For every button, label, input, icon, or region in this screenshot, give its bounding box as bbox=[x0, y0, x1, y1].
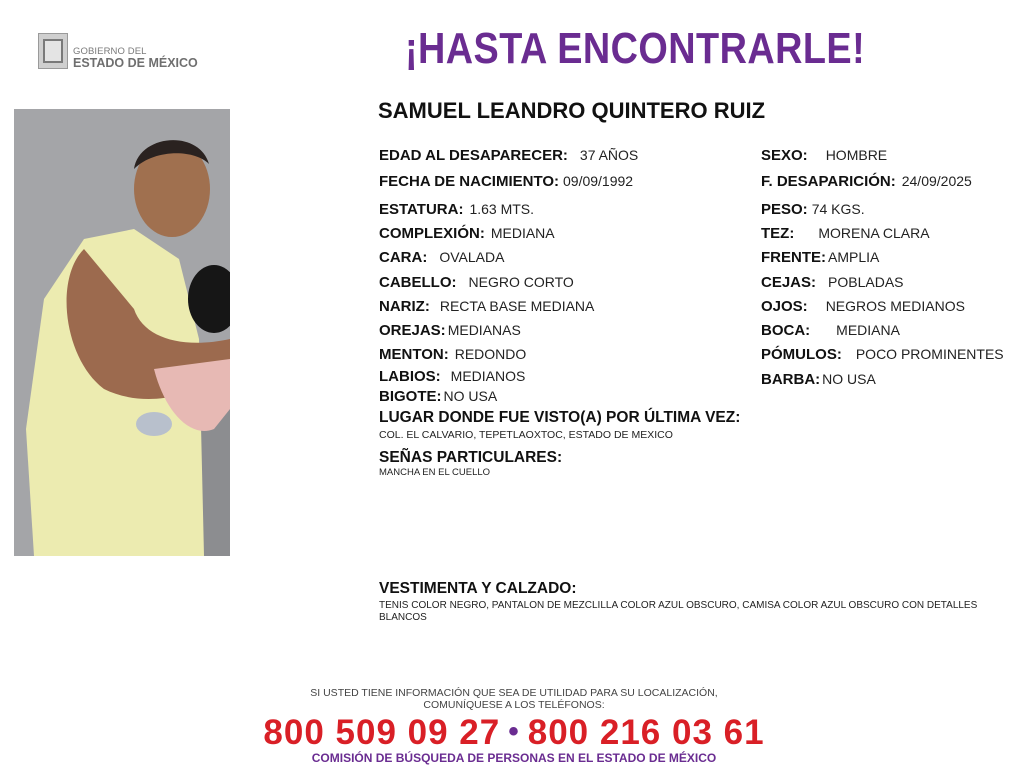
field-label: LABIOS: bbox=[379, 368, 441, 385]
info-line-1: SI USTED TIENE INFORMACIÓN QUE SEA DE UTILIDAD PARA SU LOCALIZACIÓN, bbox=[310, 687, 718, 699]
field-label: OREJAS: bbox=[379, 322, 446, 339]
separator-dot: • bbox=[508, 715, 520, 748]
field-value: HOMBRE bbox=[825, 147, 888, 163]
field-value: POBLADAS bbox=[828, 274, 904, 290]
field-label: F. DESAPARICIÓN: bbox=[761, 173, 896, 190]
field-value: NEGRO CORTO bbox=[468, 274, 574, 290]
field-label: FECHA DE NACIMIENTO: bbox=[379, 173, 559, 190]
field-value: 1.63 MTS. bbox=[469, 201, 535, 217]
government-logo bbox=[38, 33, 208, 73]
field-fecha-nacimiento bbox=[379, 173, 633, 191]
field-value: 37 AÑOS bbox=[579, 147, 639, 163]
field-frente bbox=[761, 249, 879, 267]
field-value: 09/09/1992 bbox=[563, 173, 634, 189]
clothing-value: TENIS COLOR NEGRO, PANTALON DE MEZCLILLA COLOR AZUL OBSCURO, CAMISA COLOR AZUL OBSCURO CON DETALLES BLANCOS bbox=[379, 600, 978, 623]
field-label: COMPLEXIÓN: bbox=[379, 225, 485, 242]
field-label: PESO: bbox=[761, 201, 808, 218]
phone-2[interactable]: 800 216 03 61 bbox=[527, 713, 765, 752]
field-edad bbox=[379, 147, 638, 165]
clothing-label: VESTIMENTA Y CALZADO: bbox=[379, 580, 577, 597]
field-nariz bbox=[379, 298, 594, 316]
field-label: PÓMULOS: bbox=[761, 346, 842, 363]
field-label: FRENTE: bbox=[761, 249, 826, 266]
field-complexion bbox=[379, 225, 555, 243]
field-value: NO USA bbox=[822, 371, 876, 387]
info-line-2: COMUNÍQUESE A LOS TELÉFONOS: bbox=[423, 699, 605, 711]
phone-1[interactable]: 800 509 09 27 bbox=[263, 713, 501, 752]
field-label: BOCA: bbox=[761, 322, 811, 339]
field-cara bbox=[379, 249, 504, 267]
field-label: OJOS: bbox=[761, 298, 808, 315]
field-value: REDONDO bbox=[454, 346, 527, 362]
field-label: CEJAS: bbox=[761, 274, 817, 291]
field-ojos bbox=[761, 298, 965, 316]
field-value: RECTA BASE MEDIANA bbox=[439, 298, 595, 314]
field-menton bbox=[379, 346, 526, 364]
field-value: MEDIANAS bbox=[447, 322, 521, 338]
person-name: SAMUEL LEANDRO QUINTERO RUIZ bbox=[378, 98, 766, 123]
logo-line-2: ESTADO DE MÉXICO bbox=[73, 56, 198, 70]
field-cejas bbox=[761, 274, 904, 292]
commission-name: COMISIÓN DE BÚSQUEDA DE PERSONAS EN EL ESTADO DE MÉXICO bbox=[311, 751, 717, 765]
logo-line-1: GOBIERNO DEL bbox=[73, 46, 147, 57]
field-peso bbox=[761, 201, 865, 219]
headline: ¡HASTA ENCONTRARLE! bbox=[405, 24, 866, 73]
field-boca bbox=[761, 322, 900, 340]
last-seen-label: LUGAR DONDE FUE VISTO(A) POR ÚLTIMA VEZ: bbox=[379, 409, 741, 426]
field-label: TEZ: bbox=[761, 225, 795, 242]
field-label: SEXO: bbox=[761, 147, 808, 164]
field-tez bbox=[761, 225, 930, 243]
field-value: MEDIANA bbox=[490, 225, 555, 241]
field-estatura bbox=[379, 201, 534, 219]
field-value: NEGROS MEDIANOS bbox=[825, 298, 965, 314]
field-value: NO USA bbox=[443, 388, 498, 404]
field-sexo bbox=[761, 147, 887, 165]
field-value: MEDIANOS bbox=[450, 368, 526, 384]
field-label: ESTATURA: bbox=[379, 201, 464, 218]
field-fecha-desaparicion bbox=[761, 173, 972, 191]
last-seen-value: COL. EL CALVARIO, TEPETLAOXTOC, ESTADO DE MEXICO bbox=[379, 429, 673, 441]
field-label: BIGOTE: bbox=[379, 388, 442, 405]
marks-label: SEÑAS PARTICULARES: bbox=[379, 449, 563, 466]
coat-of-arms-icon bbox=[38, 33, 68, 69]
field-label: CARA: bbox=[379, 249, 428, 266]
field-value: MEDIANA bbox=[836, 322, 900, 338]
field-value: MORENA CLARA bbox=[818, 225, 930, 241]
field-labios bbox=[379, 368, 525, 386]
field-label: NARIZ: bbox=[379, 298, 430, 315]
field-barba bbox=[761, 371, 876, 389]
phone-numbers bbox=[0, 713, 1028, 753]
field-value: OVALADA bbox=[439, 249, 505, 265]
field-label: MENTON: bbox=[379, 346, 449, 363]
field-pomulos bbox=[761, 346, 1004, 364]
field-bigote bbox=[379, 388, 497, 406]
field-label: CABELLO: bbox=[379, 274, 457, 291]
field-label: BARBA: bbox=[761, 371, 821, 388]
field-value: AMPLIA bbox=[828, 249, 880, 265]
field-value: POCO PROMINENTES bbox=[855, 346, 1004, 362]
field-value: 24/09/2025 bbox=[901, 173, 972, 189]
field-orejas bbox=[379, 322, 521, 340]
field-cabello bbox=[379, 274, 574, 292]
field-label: EDAD AL DESAPARECER: bbox=[379, 147, 568, 164]
marks-value: MANCHA EN EL CUELLO bbox=[379, 467, 491, 478]
person-photo bbox=[14, 109, 230, 556]
field-value: 74 KGS. bbox=[811, 201, 865, 217]
